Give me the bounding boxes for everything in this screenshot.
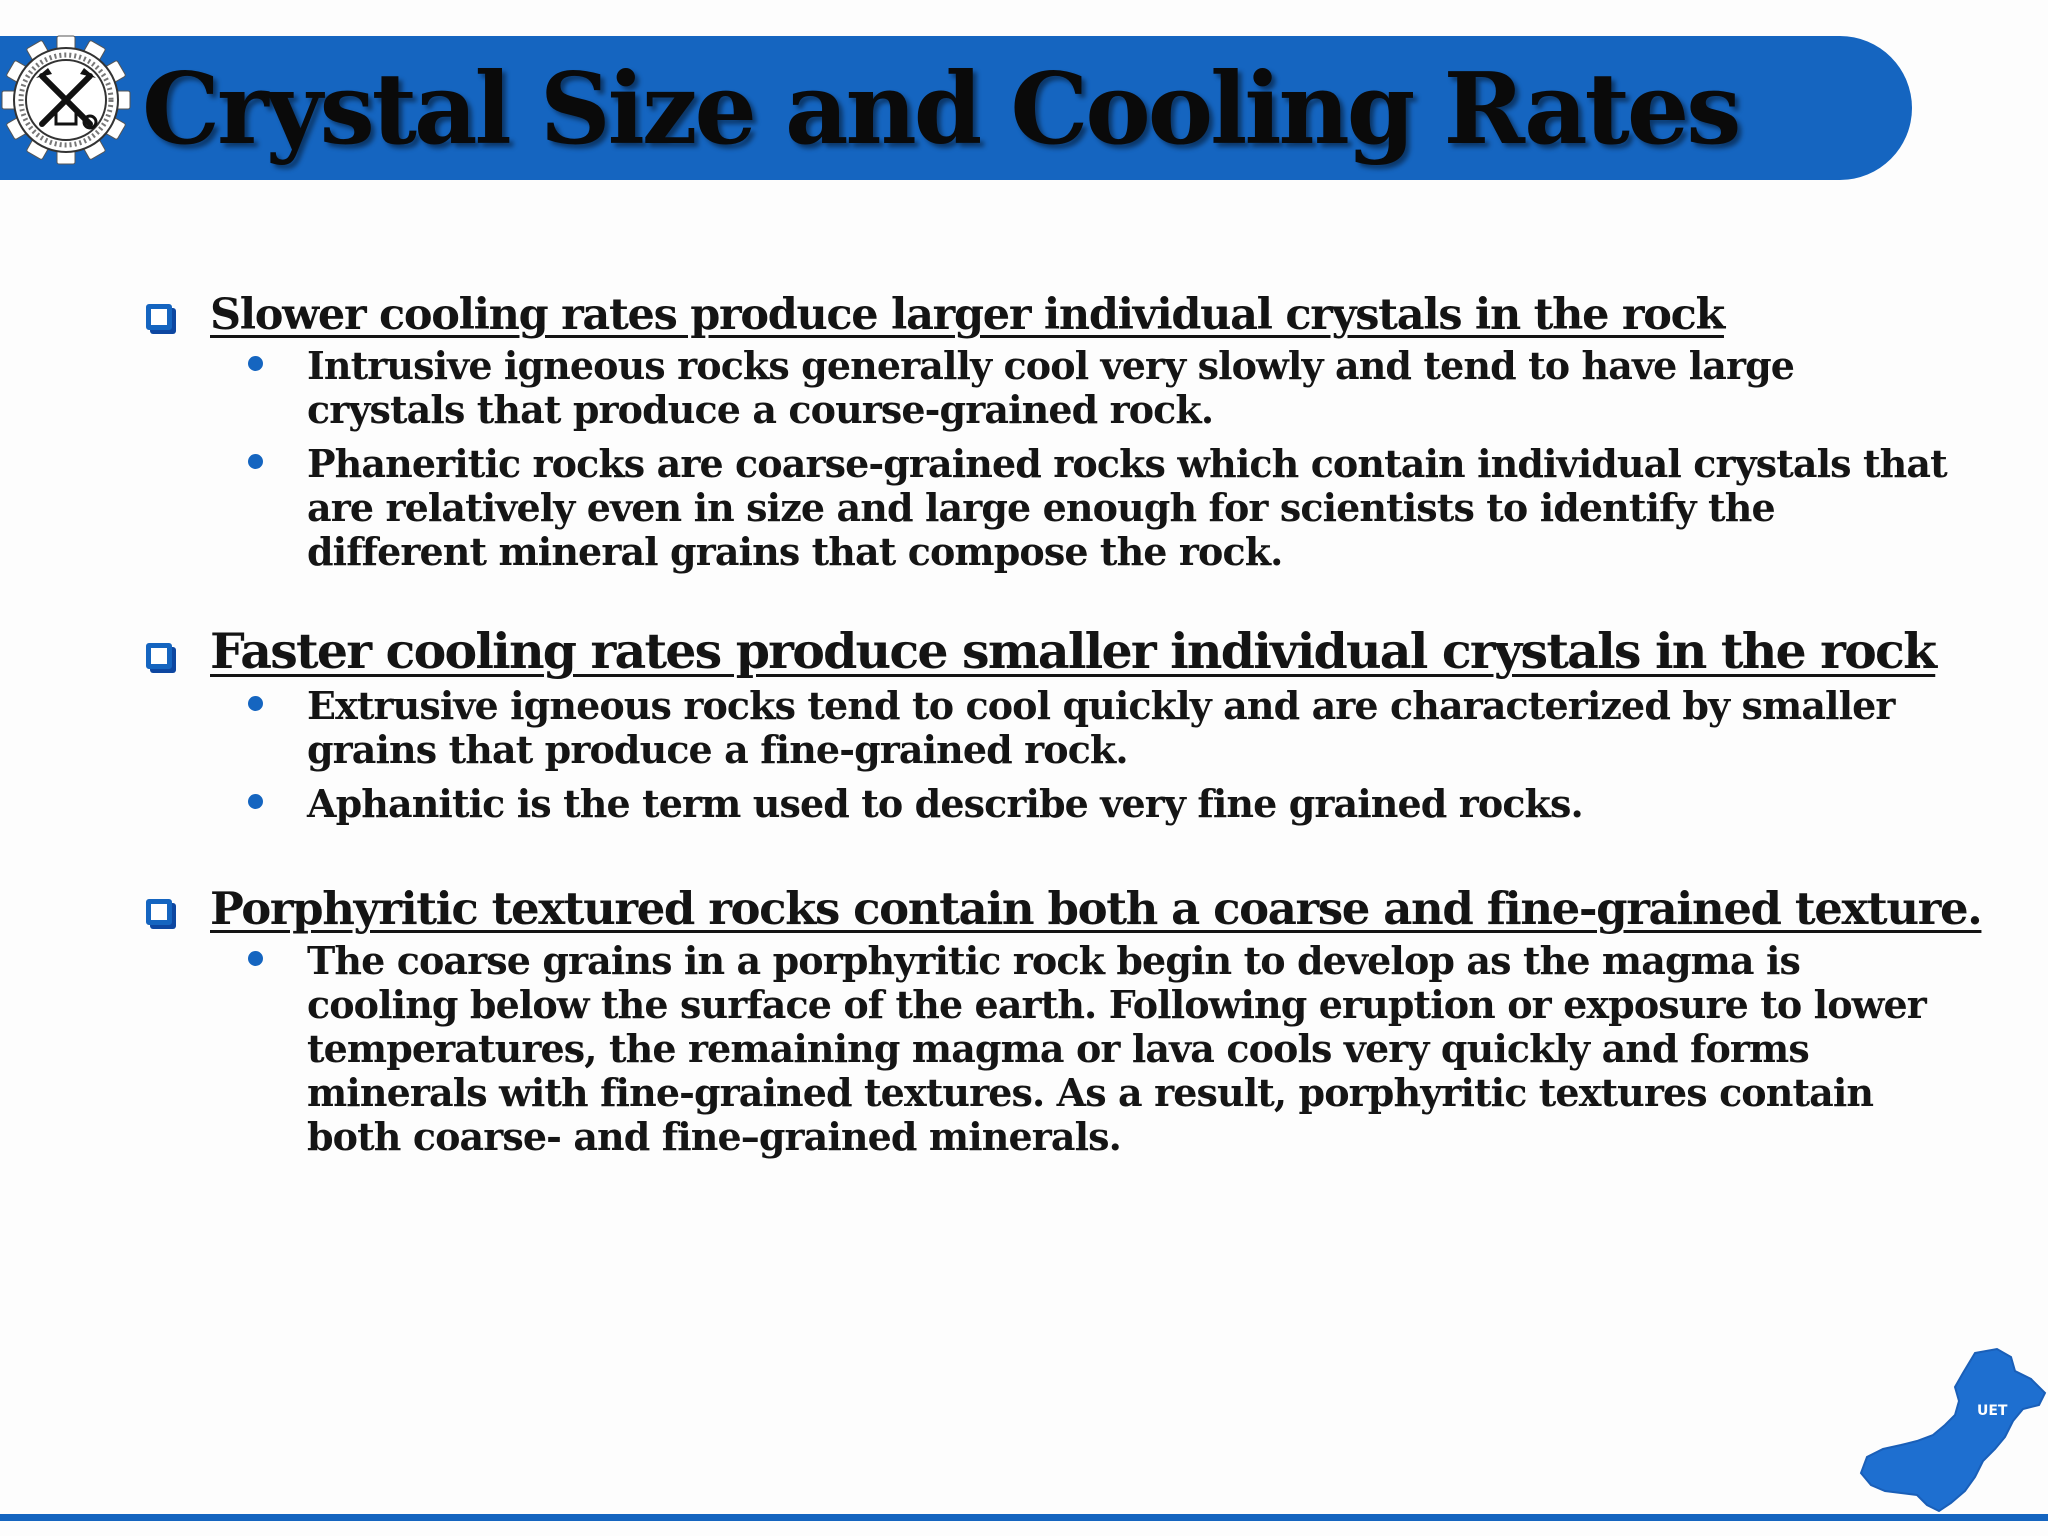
dot-bullet-icon: [248, 794, 263, 809]
section-head: [140, 290, 1960, 340]
section-porphyritic: [140, 882, 1982, 1159]
footer-rule: [0, 1514, 2048, 1521]
section-heading: Slower cooling rates produce larger individual crystals in the rock: [210, 290, 1724, 340]
section-slower-cooling: [140, 290, 1960, 574]
checkbox-bullet-icon: [146, 643, 172, 669]
department-logo: [0, 34, 132, 166]
dot-bullet-icon: [248, 696, 263, 711]
bullet-item: [140, 344, 1960, 432]
bullet-text: The coarse grains in a porphyritic rock begin to develop as the magma is cooling below the surface of the earth. Following eruption or exposure to lower temperatures, the remaining magma or lava cools very quickly and forms minerals with fine-grained textures. As a result, porphyritic textures contain both coarse- and fine–grained minerals.: [307, 938, 1926, 1159]
dot-bullet-icon: [248, 454, 263, 469]
bullet-text: Intrusive igneous rocks generally cool very slowly and tend to have large crystals that produce a course-grained rock.: [307, 343, 1795, 432]
slide-title: Crystal Size and Cooling Rates: [142, 52, 1739, 167]
checkbox-bullet-icon: [146, 304, 172, 330]
pakistan-map-logo: [1855, 1345, 2048, 1515]
bullet-list: [140, 344, 1960, 574]
section-head: [140, 882, 1982, 935]
section-faster-cooling: [140, 622, 1960, 826]
checkbox-bullet-icon: [146, 899, 172, 925]
bullet-list: [140, 684, 1960, 826]
bullet-text: Extrusive igneous rocks tend to cool quickly and are characterized by smaller grains that produce a fine-grained rock.: [307, 683, 1895, 772]
bullet-text: Aphanitic is the term used to describe very fine grained rocks.: [307, 781, 1583, 826]
dot-bullet-icon: [248, 356, 263, 371]
bullet-item: [140, 782, 1960, 826]
bullet-item: [140, 939, 1960, 1159]
dot-bullet-icon: [248, 951, 263, 966]
section-heading: Porphyritic textured rocks contain both a coarse and fine-grained texture.: [210, 882, 1982, 935]
bullet-item: [140, 684, 1960, 772]
bullet-list: [140, 939, 1960, 1159]
bullet-item: [140, 442, 1960, 574]
section-heading: Faster cooling rates produce smaller individual crystals in the rock: [210, 622, 1936, 680]
bullet-text: Phaneritic rocks are coarse-grained rocks which contain individual crystals that are relatively even in size and large enough for scientists to identify the different mineral grains that compose the rock.: [307, 441, 1947, 574]
section-head: [140, 622, 1960, 680]
map-label: UET: [1977, 1403, 2008, 1419]
slide-content: [140, 290, 1982, 1169]
